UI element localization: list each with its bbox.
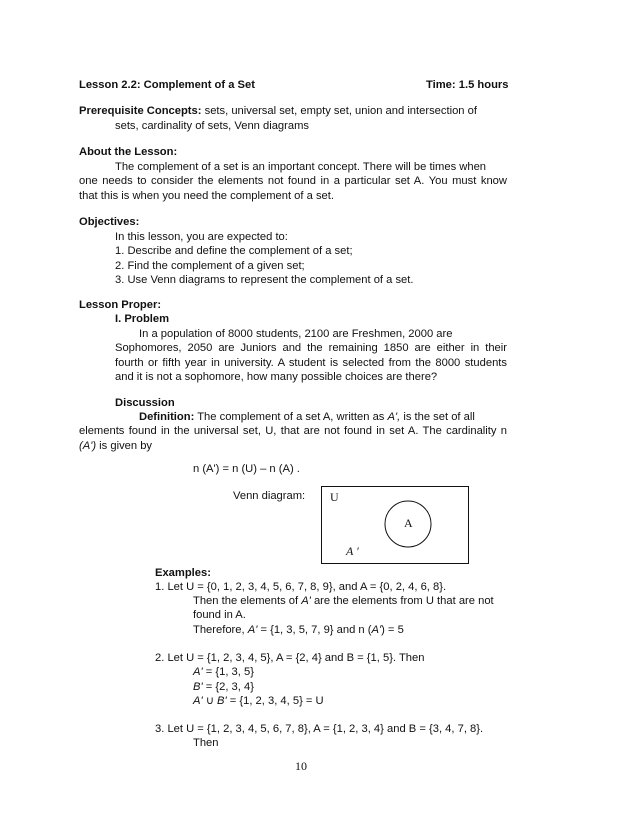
example-2-line-1: 2. Let U = {1, 2, 3, 4, 5}, A = {2, 4} and B = {1, 5}. Then bbox=[155, 652, 425, 664]
objectives-intro: In this lesson, you are expected to: bbox=[115, 231, 288, 243]
discussion-heading: Discussion bbox=[115, 397, 175, 409]
example-1-text: Then the elements of bbox=[193, 595, 299, 607]
about-heading: About the Lesson: bbox=[79, 146, 178, 158]
about-text-2: one needs to consider the elements not found in a particular set A. You must know bbox=[79, 175, 507, 187]
lesson-title: Lesson 2.2: Complement of a Set bbox=[79, 79, 255, 91]
about-text-1: The complement of a set is an important concept. There will be times when bbox=[115, 161, 487, 173]
universe-label: U bbox=[330, 490, 339, 504]
example-2-line-4 bbox=[193, 694, 324, 708]
universal-set-rectangle bbox=[322, 487, 469, 564]
complement-symbol: A' bbox=[371, 624, 382, 636]
prerequisite-text-2: sets, cardinality of sets, Venn diagrams bbox=[115, 120, 310, 132]
objective-item: 1. Describe and define the complement of a set; bbox=[115, 245, 353, 257]
example-1-line-4 bbox=[193, 623, 404, 637]
example-1-line-3: found in A. bbox=[193, 609, 246, 621]
venn-label: Venn diagram: bbox=[233, 490, 306, 502]
example-2-line-3 bbox=[193, 680, 254, 694]
examples-heading: Examples: bbox=[155, 567, 211, 579]
complement-symbol: A' bbox=[193, 666, 203, 678]
venn-diagram bbox=[321, 486, 469, 564]
prerequisite-label: Prerequisite Concepts: bbox=[79, 105, 202, 117]
problem-text-1: In a population of 8000 students, 2100 are Freshmen, 2000 are bbox=[139, 328, 453, 340]
definition-text-1a: The complement of a set A, written as bbox=[197, 411, 385, 423]
cardinality-formula: n (A') = n (U) – n (A) . bbox=[193, 463, 300, 475]
example-1-line-2 bbox=[193, 594, 494, 608]
example-3-line-2: Then bbox=[193, 737, 219, 749]
problem-text-4: and it is not a sophomore, how many possible choices are there? bbox=[115, 371, 438, 383]
complement-symbol: (A') bbox=[79, 440, 97, 452]
example-2-text: = {1, 2, 3, 4, 5} = U bbox=[229, 695, 324, 707]
example-2-line-2 bbox=[193, 665, 254, 679]
union-expression: A' ∪ B' bbox=[193, 695, 227, 707]
definition-label: Definition: bbox=[139, 411, 195, 423]
objective-item: 2. Find the complement of a given set; bbox=[115, 260, 305, 272]
definition-text-3b: is given by bbox=[99, 440, 153, 452]
lesson-proper-heading: Lesson Proper: bbox=[79, 299, 162, 311]
example-1-text: = {1, 3, 5, 7, 9} and n ( bbox=[260, 624, 372, 636]
complement-symbol: A', bbox=[387, 411, 401, 423]
problem-text-3: fourth or fifth year in university. A student is selected from the 8000 students bbox=[115, 357, 507, 369]
example-1-text: Therefore, bbox=[193, 624, 245, 636]
problem-text-2: Sophomores, 2050 are Juniors and the remaining 1850 are either in their bbox=[115, 342, 507, 354]
example-1-text: ) = 5 bbox=[381, 624, 404, 636]
about-text-3: that this is when you need the complement of a set. bbox=[79, 190, 334, 202]
prerequisite-line-1 bbox=[79, 104, 477, 118]
set-a-label: A bbox=[404, 516, 413, 530]
complement-label: A ' bbox=[346, 544, 359, 558]
objectives-heading: Objectives: bbox=[79, 216, 140, 228]
example-1-text: are the elements from U that are not bbox=[313, 595, 494, 607]
definition-text-1b: is the set of all bbox=[403, 411, 475, 423]
example-2-text: = {1, 3, 5} bbox=[205, 666, 254, 678]
example-2-text: = {2, 3, 4} bbox=[205, 681, 254, 693]
objective-item: 3. Use Venn diagrams to represent the complement of a set. bbox=[115, 274, 414, 286]
definition-line-3 bbox=[79, 439, 152, 453]
complement-symbol: A' bbox=[301, 595, 311, 607]
definition-line-1 bbox=[139, 410, 475, 424]
complement-symbol: A' bbox=[247, 624, 258, 636]
example-1-line-1: 1. Let U = {0, 1, 2, 3, 4, 5, 6, 7, 8, 9}, and A = {0, 2, 4, 6, 8}. bbox=[155, 581, 447, 593]
example-3-line-1: 3. Let U = {1, 2, 3, 4, 5, 6, 7, 8}, A = {1, 2, 3, 4} and B = {3, 4, 7, 8}. bbox=[155, 723, 484, 735]
page-number: 10 bbox=[295, 759, 307, 773]
complement-symbol: B' bbox=[193, 681, 203, 693]
problem-heading: I. Problem bbox=[115, 313, 170, 325]
prerequisite-text-1: sets, universal set, empty set, union and intersection of bbox=[204, 105, 477, 117]
lesson-time: Time: 1.5 hours bbox=[426, 79, 509, 91]
definition-text-2: elements found in the universal set, U, that are not found in set A. The cardinality n bbox=[79, 425, 507, 437]
